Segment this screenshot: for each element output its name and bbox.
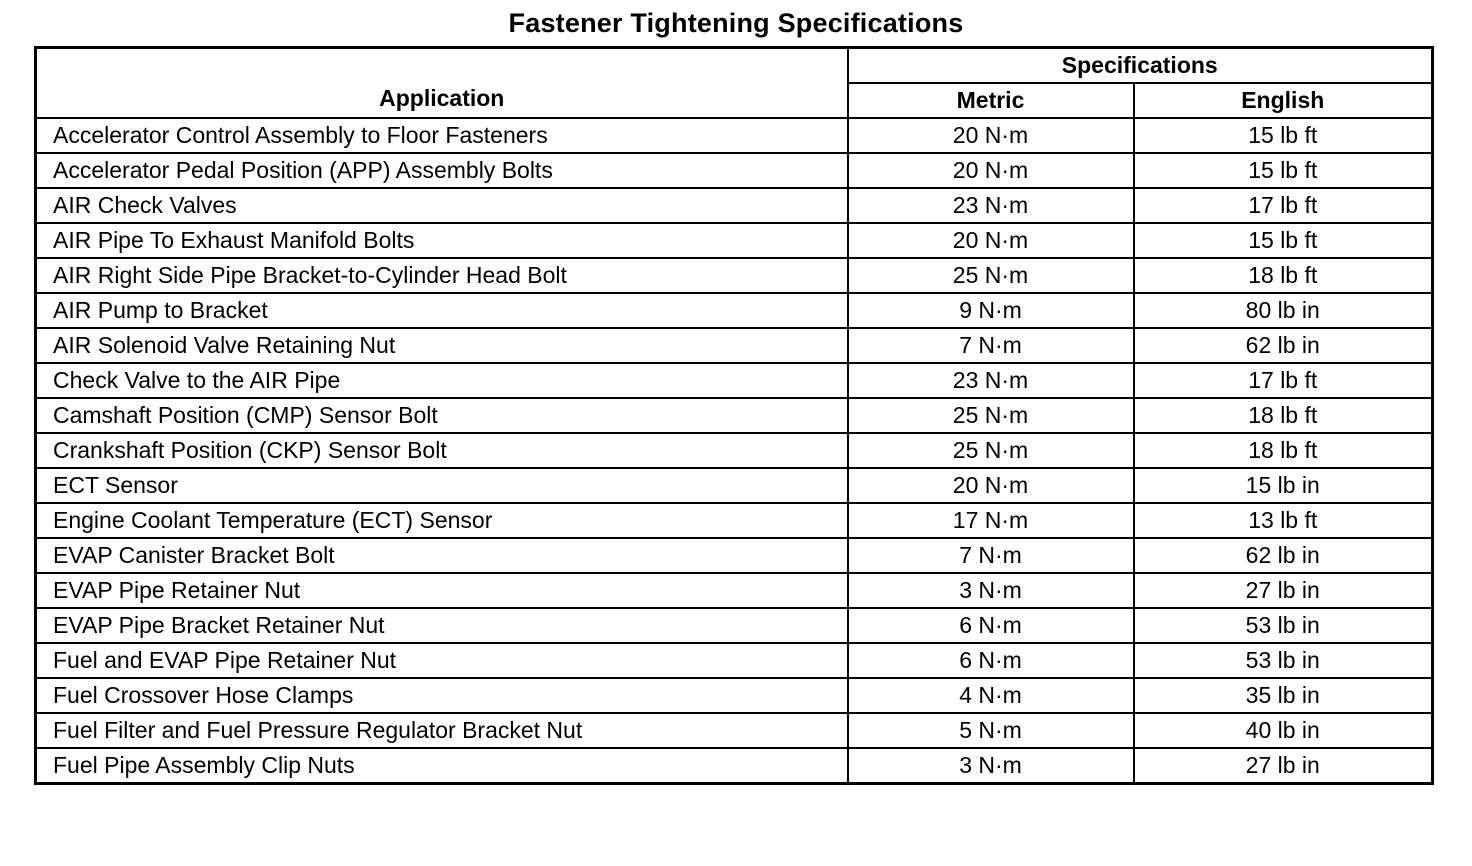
table-row bbox=[36, 398, 1433, 433]
application-cell: AIR Right Side Pipe Bracket-to-Cylinder Head Bolt bbox=[36, 258, 848, 293]
metric-cell: 25 N·m bbox=[848, 398, 1134, 433]
metric-cell: 20 N·m bbox=[848, 223, 1134, 258]
metric-cell: 4 N·m bbox=[848, 678, 1134, 713]
table-row bbox=[36, 223, 1433, 258]
application-cell: AIR Pump to Bracket bbox=[36, 293, 848, 328]
metric-cell: 20 N·m bbox=[848, 118, 1134, 153]
page-title: Fastener Tightening Specifications bbox=[508, 8, 964, 38]
metric-cell: 25 N·m bbox=[848, 433, 1134, 468]
metric-cell: 6 N·m bbox=[848, 608, 1134, 643]
table-row bbox=[36, 608, 1433, 643]
english-cell: 35 lb in bbox=[1134, 678, 1433, 713]
english-cell: 17 lb ft bbox=[1134, 363, 1433, 398]
english-cell: 17 lb ft bbox=[1134, 188, 1433, 223]
application-cell: Fuel Crossover Hose Clamps bbox=[36, 678, 848, 713]
application-cell: Fuel Filter and Fuel Pressure Regulator Bracket Nut bbox=[36, 713, 848, 748]
metric-cell: 6 N·m bbox=[848, 643, 1134, 678]
application-cell: Fuel and EVAP Pipe Retainer Nut bbox=[36, 643, 848, 678]
english-cell: 15 lb in bbox=[1134, 468, 1433, 503]
table-row bbox=[36, 643, 1433, 678]
metric-cell: 7 N·m bbox=[848, 328, 1134, 363]
table-row bbox=[36, 433, 1433, 468]
application-column-header: Application bbox=[36, 48, 848, 119]
english-cell: 40 lb in bbox=[1134, 713, 1433, 748]
table-row bbox=[36, 678, 1433, 713]
table-row bbox=[36, 713, 1433, 748]
metric-cell: 17 N·m bbox=[848, 503, 1134, 538]
table-header bbox=[36, 48, 1433, 119]
table-row bbox=[36, 258, 1433, 293]
english-cell: 15 lb ft bbox=[1134, 223, 1433, 258]
application-cell: Crankshaft Position (CKP) Sensor Bolt bbox=[36, 433, 848, 468]
application-cell: EVAP Pipe Retainer Nut bbox=[36, 573, 848, 608]
english-column-header: English bbox=[1134, 83, 1433, 118]
table-body bbox=[36, 118, 1433, 784]
application-cell: EVAP Pipe Bracket Retainer Nut bbox=[36, 608, 848, 643]
table-row bbox=[36, 328, 1433, 363]
table-row bbox=[36, 573, 1433, 608]
english-cell: 15 lb ft bbox=[1134, 118, 1433, 153]
english-cell: 27 lb in bbox=[1134, 573, 1433, 608]
table-row bbox=[36, 153, 1433, 188]
application-cell: EVAP Canister Bracket Bolt bbox=[36, 538, 848, 573]
table-row bbox=[36, 468, 1433, 503]
english-cell: 62 lb in bbox=[1134, 538, 1433, 573]
english-cell: 53 lb in bbox=[1134, 608, 1433, 643]
application-cell: AIR Solenoid Valve Retaining Nut bbox=[36, 328, 848, 363]
table-row bbox=[36, 538, 1433, 573]
english-cell: 13 lb ft bbox=[1134, 503, 1433, 538]
application-cell: Fuel Pipe Assembly Clip Nuts bbox=[36, 748, 848, 784]
metric-cell: 20 N·m bbox=[848, 153, 1134, 188]
english-cell: 18 lb ft bbox=[1134, 258, 1433, 293]
application-cell: ECT Sensor bbox=[36, 468, 848, 503]
english-cell: 53 lb in bbox=[1134, 643, 1433, 678]
english-cell: 18 lb ft bbox=[1134, 398, 1433, 433]
metric-cell: 23 N·m bbox=[848, 188, 1134, 223]
english-cell: 80 lb in bbox=[1134, 293, 1433, 328]
english-cell: 15 lb ft bbox=[1134, 153, 1433, 188]
table-row bbox=[36, 503, 1433, 538]
metric-cell: 5 N·m bbox=[848, 713, 1134, 748]
metric-cell: 3 N·m bbox=[848, 573, 1134, 608]
application-cell: Check Valve to the AIR Pipe bbox=[36, 363, 848, 398]
metric-cell: 7 N·m bbox=[848, 538, 1134, 573]
english-cell: 27 lb in bbox=[1134, 748, 1433, 784]
english-cell: 62 lb in bbox=[1134, 328, 1433, 363]
table-row bbox=[36, 118, 1433, 153]
application-cell: AIR Pipe To Exhaust Manifold Bolts bbox=[36, 223, 848, 258]
application-cell: Engine Coolant Temperature (ECT) Sensor bbox=[36, 503, 848, 538]
table-row bbox=[36, 748, 1433, 784]
application-cell: AIR Check Valves bbox=[36, 188, 848, 223]
application-cell: Accelerator Pedal Position (APP) Assembly Bolts bbox=[36, 153, 848, 188]
metric-column-header: Metric bbox=[848, 83, 1134, 118]
application-cell: Camshaft Position (CMP) Sensor Bolt bbox=[36, 398, 848, 433]
metric-cell: 20 N·m bbox=[848, 468, 1134, 503]
specifications-table bbox=[34, 46, 1434, 785]
metric-cell: 9 N·m bbox=[848, 293, 1134, 328]
table-row bbox=[36, 188, 1433, 223]
table-row bbox=[36, 363, 1433, 398]
metric-cell: 25 N·m bbox=[848, 258, 1134, 293]
english-cell: 18 lb ft bbox=[1134, 433, 1433, 468]
application-cell: Accelerator Control Assembly to Floor Fasteners bbox=[36, 118, 848, 153]
specifications-column-header: Specifications bbox=[848, 48, 1433, 84]
table-row bbox=[36, 293, 1433, 328]
metric-cell: 3 N·m bbox=[848, 748, 1134, 784]
metric-cell: 23 N·m bbox=[848, 363, 1134, 398]
